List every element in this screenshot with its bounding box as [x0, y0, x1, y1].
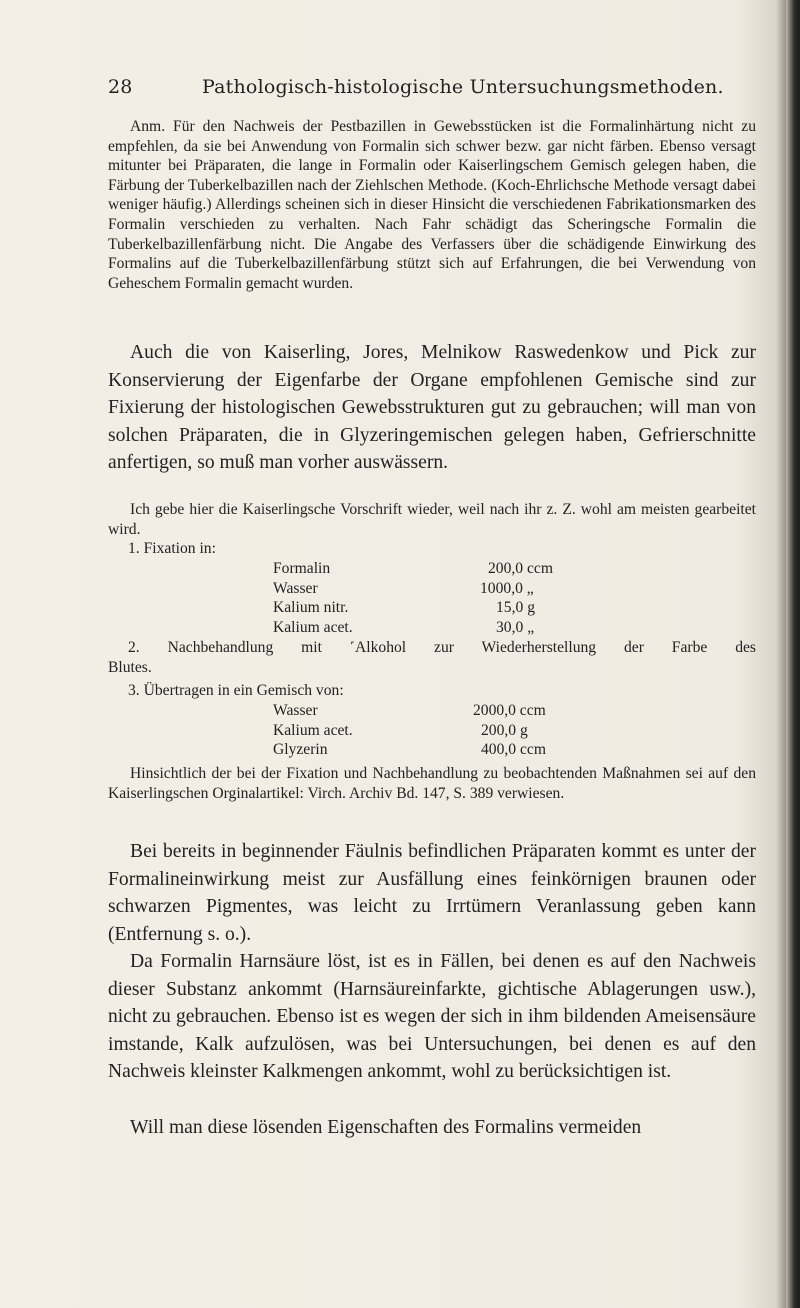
paragraph-vorschrift-text: Ich gebe hier die Kaiserlingsche Vorschrift wieder, weil nach ihr z. Z. wohl am meisten gearbeitet wird.	[108, 501, 756, 538]
ingredient-amount: 2000,0 ccm	[473, 702, 546, 719]
recipe-row	[273, 618, 693, 638]
recipe-row	[273, 701, 693, 721]
note-anm	[108, 117, 756, 293]
recipe-row	[273, 559, 693, 579]
paragraph-vorschrift	[108, 500, 756, 539]
ingredient-amount: 200,0 g	[481, 721, 528, 739]
ingredient-name: Wasser	[273, 702, 318, 719]
step2-line1: 2. Nachbehandlung mit ˹Alkohol zur Wiederherstellung der Farbe des	[128, 639, 756, 656]
recipe-row	[273, 598, 693, 618]
ingredient-amount: 400,0 ccm	[481, 741, 546, 759]
ingredient-name: Kalium acet.	[273, 618, 353, 636]
recipe-row	[273, 721, 693, 741]
ingredient-amount: 1000,0 „	[480, 579, 534, 597]
running-title: Pathologisch-histologische Untersuchungsmethoden.	[202, 76, 724, 98]
ingredient-amount: 200,0 ccm	[488, 560, 553, 577]
page-edge-shadow	[786, 0, 800, 1308]
step1-label: 1. Fixation in:	[128, 540, 216, 557]
paragraph-konservierung-text: Auch die von Kaiserling, Jores, Melnikow Raswedenkow und Pick zur Konservierung der Eigenfarbe der Organe empfohlenen Gemische sind zur Fixierung der histologischen Gewebsstrukturen gut zu gebrauchen; will man von solchen Präparaten, die in Glyzeringemischen gelegen haben, Gefrierschnitte anfertigen, so muß man vorher auswässern.	[108, 342, 756, 473]
paragraph-harnsaeure-text: Da Formalin Harnsäure löst, ist es in Fällen, bei denen es auf den Nachweis dieser Substanz ankommt (Harnsäureinfarkte, gichtische Ablagerungen usw.), nicht zu gebrauchen. Ebenso ist es wegen der sich in ihm bildenden Ameisensäure imstande, Kalk aufzulösen, was bei Untersuchungen, bei denen es auf den Nachweis kleinster Kalkmengen ankommt, wohl zu berücksichtigen ist.	[108, 951, 756, 1082]
ingredient-amount: 15,0 g	[496, 599, 535, 617]
note-anm-text: Anm. Für den Nachweis der Pestbazillen in Gewebsstücken ist die Formalinhärtung nicht zu empfehlen, da sie bei Anwendung von Formalin sich schwer bezw. gar nicht färben. Ebenso versagt mitunter bei Präparaten, die lange in Formalin oder Kaiserlingschem Gemisch gelegen haben, die Färbung der Tuberkelbazillen nach der Ziehlschen Methode. (Koch-Ehrlichsche Methode versagt dabei weniger häufig.) Allerdings scheinen sich in dieser Hinsicht die verschiedenen Fabrikationsmarken des Formalin verschieden zu verhalten. Nach Fahr schädigt das Scheringsche Formalin die Tuberkelbazillenfärbung nicht. Die Angabe des Verfassers über die schädigende Einwirkung des Formalins auf die Tuberkelbazillenfärbung stützt sich auf Erfahrungen, die bei Verwendung von Geheschem Formalin gemacht wurden.	[108, 118, 756, 292]
paragraph-konservierung	[108, 339, 756, 477]
ingredient-name: Kalium acet.	[273, 721, 353, 739]
paragraph-hinsichtlich	[108, 764, 756, 803]
paragraph-faeulnis-text: Bei bereits in beginnender Fäulnis befindlichen Präparaten kommt es unter der Formalineinwirkung meist zur Ausfällung eines feinkörnigen braunen oder schwarzen Pigmentes, was leicht zu Irrtümern Veranlassung geben kann (Entfernung s. o.).	[108, 841, 756, 945]
page-number: 28	[108, 76, 133, 98]
step2-line2: Blutes.	[108, 659, 152, 676]
ingredient-name: Wasser	[273, 579, 318, 597]
recipe-row	[273, 579, 693, 599]
ingredient-amount: 30,0 „	[496, 618, 535, 636]
step1-recipe	[273, 559, 693, 637]
ingredient-name: Kalium nitr.	[273, 599, 349, 617]
ingredient-name: Formalin	[273, 560, 331, 577]
ingredient-name: Glyzerin	[273, 741, 328, 759]
paragraph-faeulnis	[108, 838, 756, 948]
step3-label: 3. Übertragen in ein Gemisch von:	[128, 682, 344, 699]
recipe-row	[273, 740, 693, 760]
step3-recipe	[273, 701, 693, 760]
paragraph-final	[108, 1114, 756, 1142]
paragraph-hinsichtlich-text: Hinsichtlich der bei der Fixation und Nachbehandlung zu beobachtenden Maßnahmen sei auf den Kaiserlingschen Orginalartikel: Virch. Archiv Bd. 147, S. 389 verwiesen.	[108, 765, 756, 802]
paragraph-harnsaeure	[108, 948, 756, 1086]
paragraph-final-text: Will man diese lösenden Eigenschaften des Formalins vermeiden	[130, 1117, 642, 1138]
